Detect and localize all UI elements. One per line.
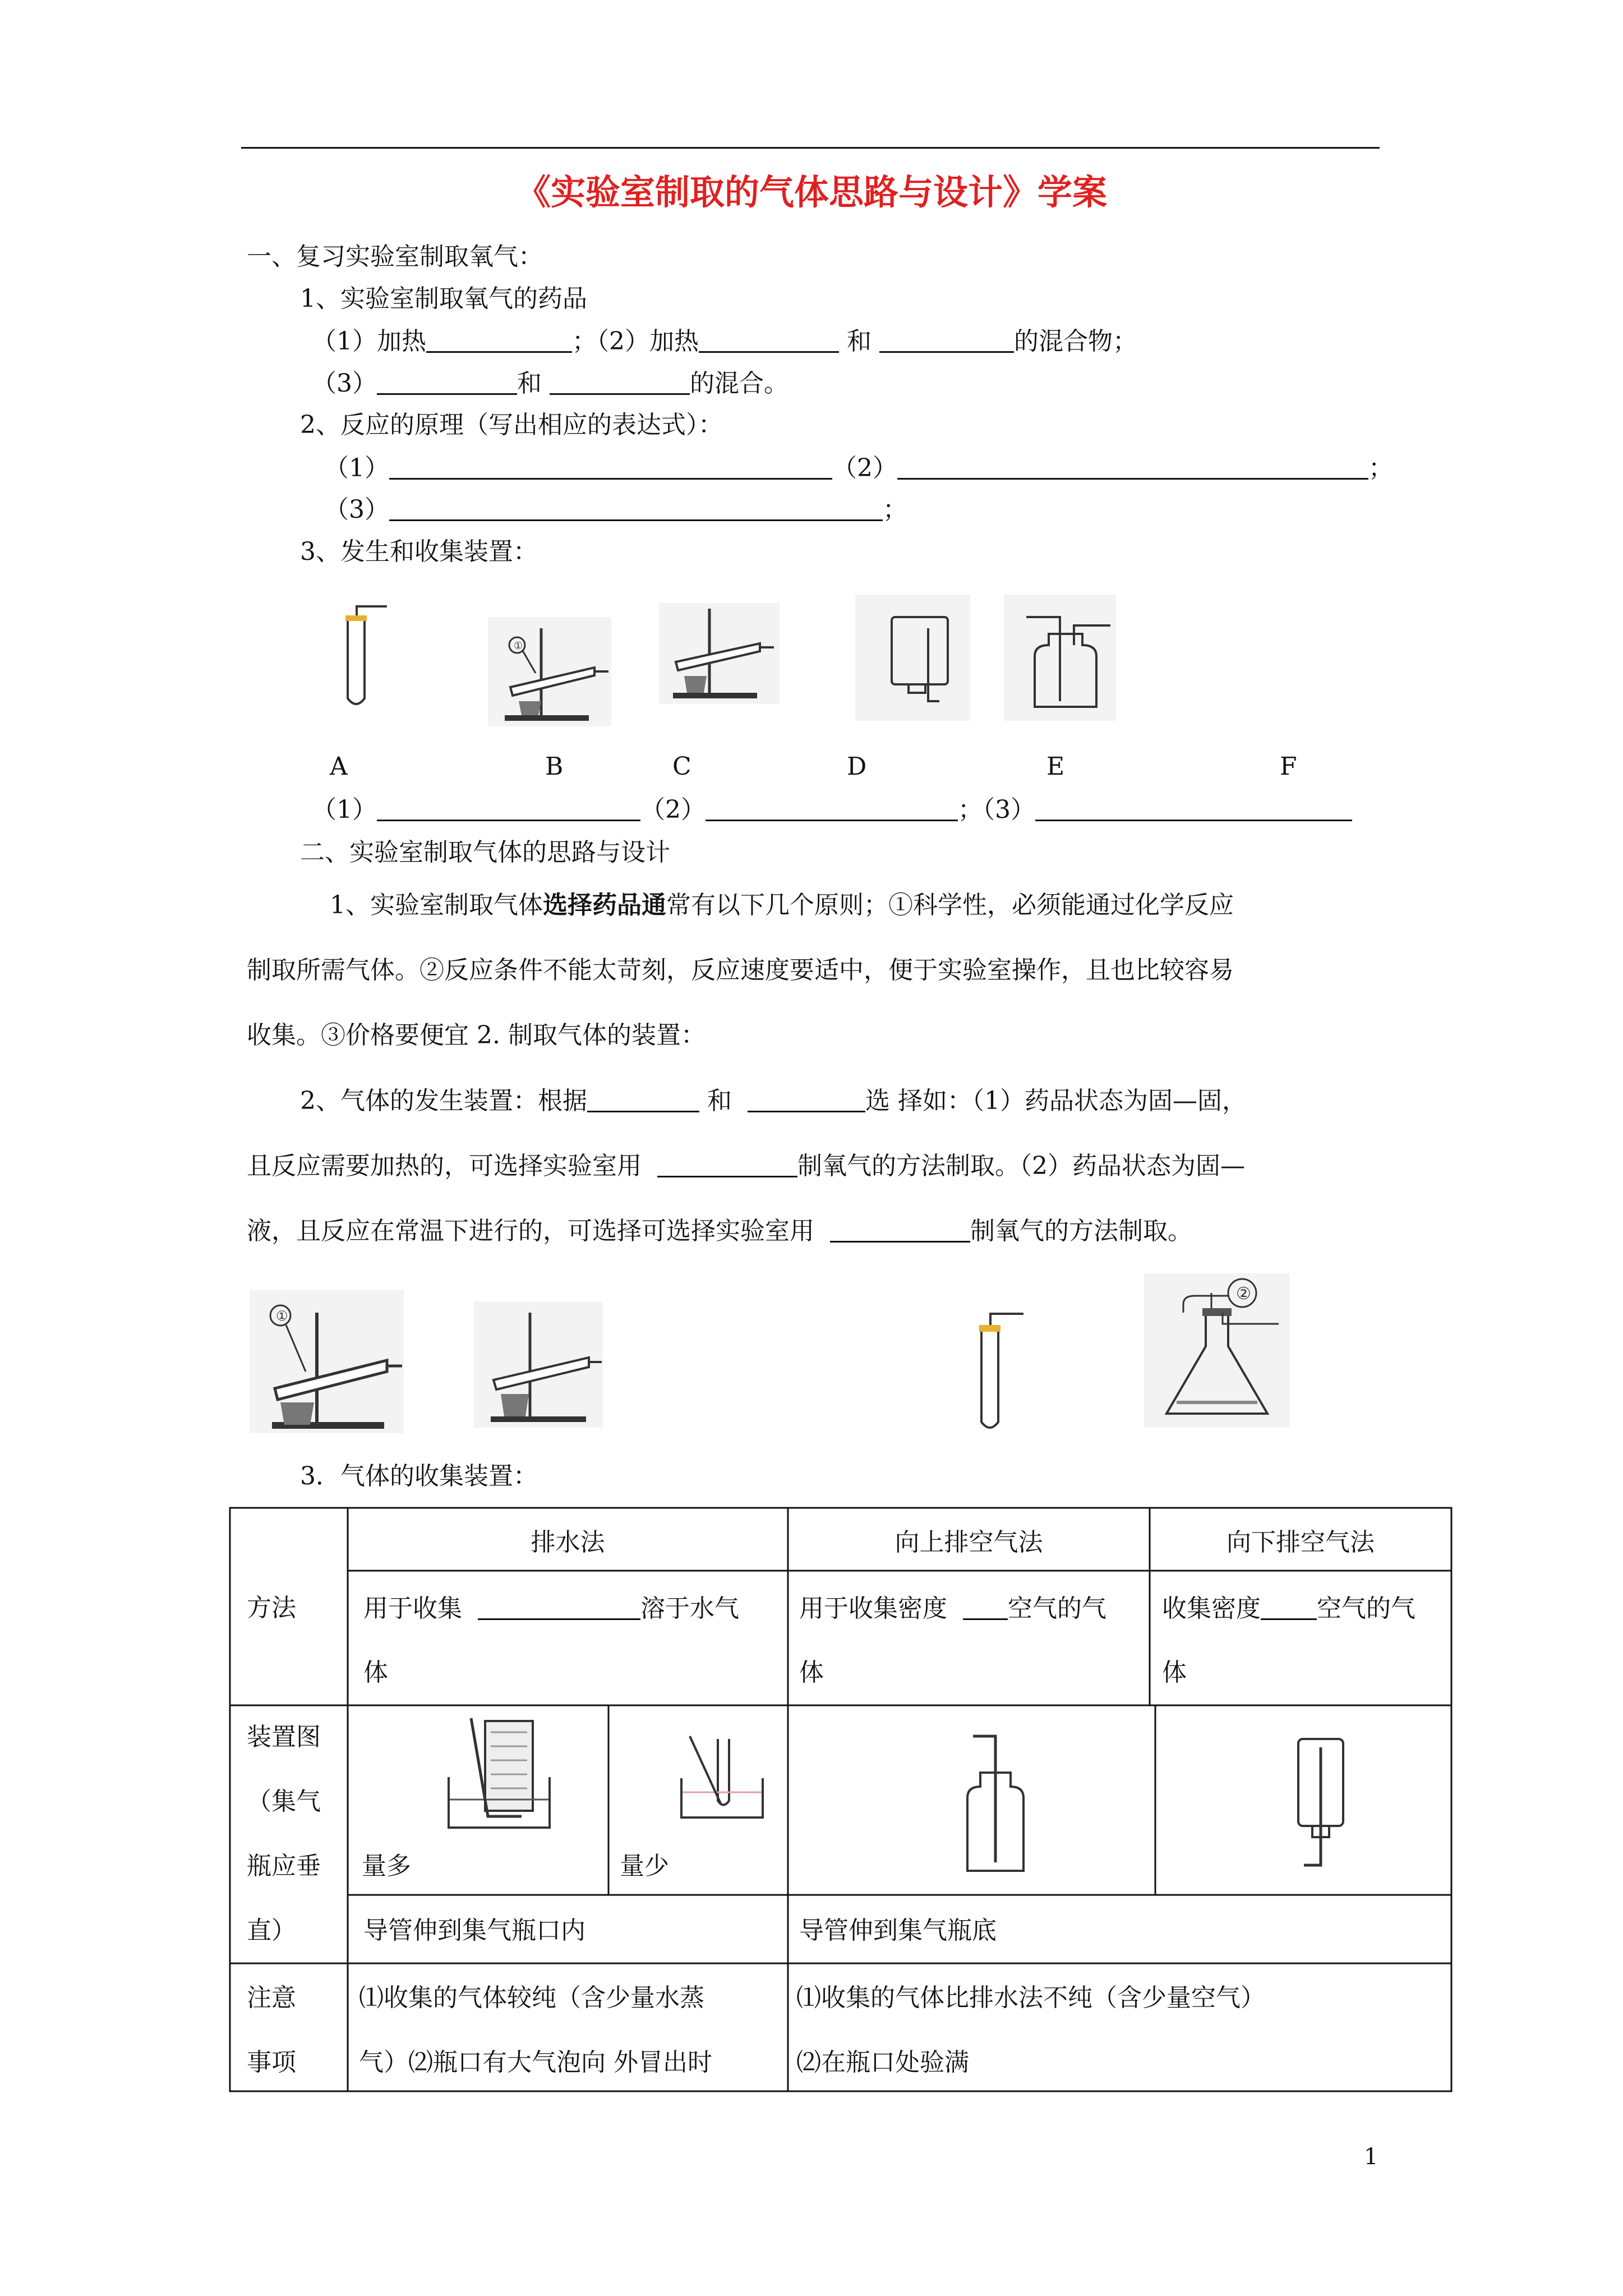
method-water-line1: 用于收集 溶于水气 [363, 1594, 739, 1623]
page-title: 《实验室制取的气体思路与设计》学案 [515, 172, 1107, 213]
label-large-amount: 量多 [362, 1852, 411, 1880]
notes-water-line2: 气）⑵瓶口有大气泡向 外冒出时 [359, 2048, 712, 2077]
method-upward-line2: 体 [799, 1658, 824, 1687]
principle-line3: 收集。③价格要便宜 2. 制取气体的装置： [247, 1021, 706, 1050]
label-small-amount: 量少 [620, 1852, 669, 1880]
q3-answer-line: （1） （2） ；（3） [312, 797, 1352, 822]
method-downward-line1: 收集密度 空气的气 [1162, 1594, 1415, 1623]
marker-1-fig: ① [276, 1308, 288, 1324]
row-label-device-2: （集气 [247, 1787, 321, 1816]
generator-line1: 2、气体的发生装置：根据 和 选 择如：（1）药品状态为固—固， [300, 1087, 1247, 1115]
page-number: 1 [1364, 2144, 1378, 2170]
figure-label-b: B [545, 752, 564, 781]
figure-label-c: C [672, 752, 691, 781]
generator-line3: 液，且反应在常温下进行的，可选择可选择实验室用 制氧气的方法制取。 [247, 1217, 1192, 1245]
row-label-device-3: 瓶应垂 [247, 1852, 321, 1880]
method-upward-line1: 用于收集密度 空气的气 [799, 1594, 1106, 1623]
method-downward-line2: 体 [1162, 1658, 1187, 1687]
q3-label: 3、发生和收集装置： [300, 537, 538, 566]
notes-air-line1: ⑴收集的气体比排水法不纯（含少量空气） [796, 1984, 1265, 2012]
row-label-device-1: 装置图 [247, 1723, 321, 1751]
water-displacement-large-figure [437, 1715, 561, 1833]
generator-line2: 且反应需要加热的，可选择实验室用 制氧气的方法制取。（2）药品状态为固— [247, 1152, 1245, 1180]
method-water-line2: 体 [363, 1658, 388, 1687]
figure-label-d: D [847, 752, 867, 781]
section2-heading: 二、实验室制取气体的思路与设计 [300, 838, 670, 867]
table-header-water: 排水法 [531, 1528, 605, 1557]
q1-line2: （3） 和 的混合。 [312, 369, 789, 398]
row-label-notes-1: 注意 [247, 1984, 296, 2012]
marker-1: ① [514, 640, 523, 652]
table-header-upward-air: 向上排空气法 [895, 1528, 1043, 1557]
figure-label-a: A [330, 752, 348, 781]
q2-line2: （3） ； [324, 495, 907, 524]
principle-line2: 制取所需气体。②反应条件不能太苛刻，反应速度要适中，便于实验室操作，且也比较容易 [247, 956, 1234, 984]
note-water-tube: 导管伸到集气瓶口内 [363, 1916, 585, 1945]
row-label-method: 方法 [247, 1594, 296, 1622]
section1-heading: 一、复习实验室制取氧气： [247, 242, 543, 271]
downward-air-bottle-figure [1284, 1736, 1357, 1876]
marker-2-fig: ② [1236, 1284, 1251, 1304]
principle-line1: 1、实验室制取气体选择药品通常有以下几个原则；①科学性，必须能通过化学反应 [330, 891, 1234, 919]
q1-label: 1、实验室制取氧气的药品 [300, 284, 587, 313]
upward-air-bottle-figure [948, 1725, 1038, 1876]
q2-label: 2、反应的原理（写出相应的表达式）： [300, 411, 723, 439]
q1-line1: （1）加热 ；（2）加热 和 的混合物； [312, 327, 1137, 356]
table-header-downward-air: 向下排空气法 [1227, 1528, 1375, 1557]
water-displacement-small-figure [673, 1728, 768, 1823]
q2-line1: （1） （2） ； [324, 454, 1393, 482]
row-label-device-4: 直） [247, 1916, 296, 1945]
notes-water-line1: ⑴收集的气体较纯（含少量水蒸 [359, 1984, 704, 2012]
notes-air-line2: ⑵在瓶口处验满 [796, 2048, 969, 2077]
figure-label-f: F [1280, 752, 1297, 781]
note-air-tube: 导管伸到集气瓶底 [799, 1916, 997, 1945]
collection-heading: 3．气体的收集装置： [300, 1462, 538, 1490]
figure-label-e: E [1046, 752, 1065, 781]
row-label-notes-2: 事项 [247, 2048, 296, 2077]
